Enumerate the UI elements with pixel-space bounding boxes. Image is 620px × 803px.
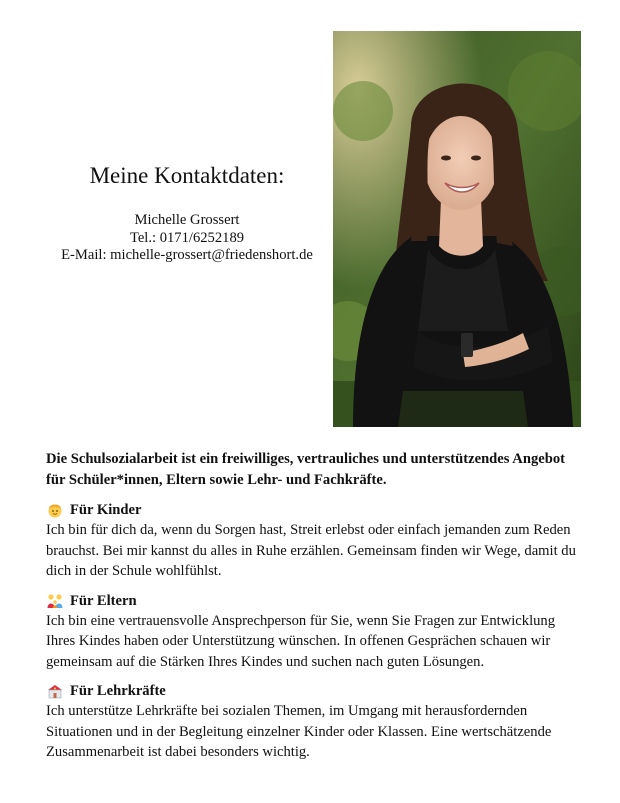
section-title-text: Für Eltern — [70, 592, 137, 609]
contact-phone: Tel.: 0171/6252189 — [129, 229, 245, 246]
contact-name: Michelle Grossert — [134, 212, 240, 228]
section-eltern — [46, 591, 576, 673]
parents-emoji-icon — [46, 593, 64, 609]
section-kinder — [46, 500, 576, 582]
school-emoji-icon — [46, 683, 64, 699]
section-title — [46, 681, 576, 701]
section-title — [46, 500, 576, 520]
section-text: Ich bin für dich da, wenn du Sorgen hast, Streit erlebst oder einfach jemanden zum Reden brauchst. Bei mir kannst du alles in Ruhe erzählen. Gemeinsam finden wir Wege, damit du dich in der Schule wohlfühlst. — [46, 522, 576, 579]
section-title-text: Für Lehrkräfte — [70, 683, 166, 699]
contact-email: E-Mail: michelle-grossert@friedenshort.de — [61, 247, 313, 263]
section-lehrkraefte — [46, 681, 576, 763]
contact-block — [46, 160, 328, 265]
section-title-text: Für Kinder — [70, 502, 142, 518]
section-text: Ich unterstütze Lehrkräfte bei sozialen Themen, im Umgang mit herausfordernden Situationen und in der Begleitung einzelner Kinder oder Klassen. Eine wertschätzende Zusammenarbeit ist dabei besonders wichtig. — [46, 703, 552, 760]
child-emoji-icon — [46, 502, 64, 518]
section-title — [46, 591, 576, 611]
portrait-photo — [333, 31, 581, 427]
section-text: Ich bin eine vertrauensvolle Ansprechperson für Sie, wenn Sie Fragen zur Entwicklung Ihres Kindes haben oder Unterstützung wünschen. In offenen Gesprächen schauen wir gemeinsam auf die Stärken Ihres Kindes und suchen nach guten Lösungen. — [46, 612, 556, 670]
contact-heading: Meine Kontaktdaten: — [89, 163, 285, 188]
main-content — [46, 449, 576, 772]
intro-text: Die Schulsozialarbeit ist ein freiwilliges, vertrauliches und unterstützendes Angebot für Schüler*innen, Eltern sowie Lehr- und Fachkräfte. — [46, 451, 566, 488]
